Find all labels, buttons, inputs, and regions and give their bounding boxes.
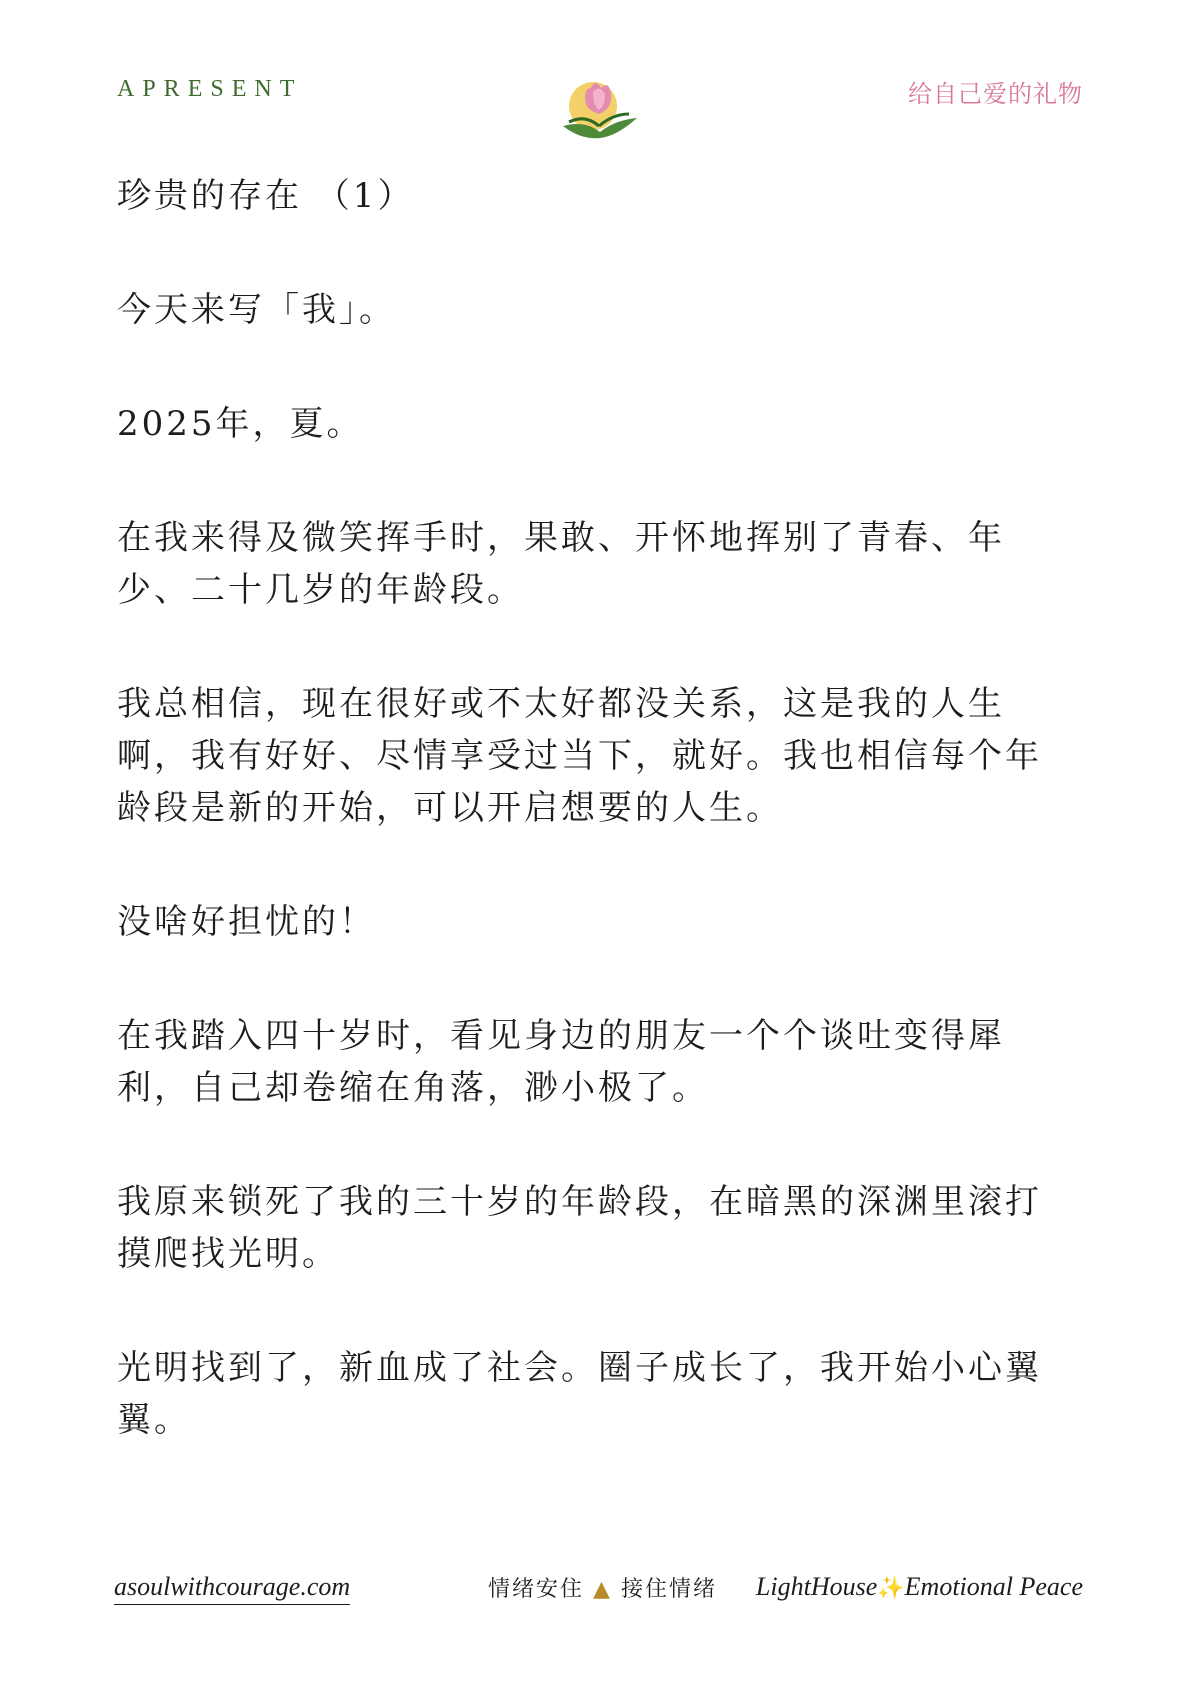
sparkle-icon: ✨ — [877, 1575, 905, 1600]
paragraph: 光明找到了，新血成了社会。圈子成长了，我开始小心翼翼。 — [117, 1348, 1042, 1440]
article-title: 珍贵的存在 （1） — [117, 176, 415, 216]
footer-brand — [756, 1572, 1083, 1602]
paragraph: 我原来锁死了我的三十岁的年龄段，在暗黑的深渊里滚打摸爬找光明。 — [117, 1182, 1042, 1274]
motto-left: 情绪安住 — [488, 1577, 585, 1602]
paragraph: 2025年，夏。 — [117, 404, 364, 444]
brand-left: LightHouse — [755, 1572, 878, 1601]
article — [117, 170, 1077, 1508]
footer-motto — [488, 1572, 717, 1603]
lighthouse-icon: ▲ — [593, 1577, 612, 1602]
paragraph: 我总相信，现在很好或不太好都没关系，这是我的人生啊，我有好好、尽情享受过当下，就好。我也相信每个年龄段是新的开始，可以开启想要的人生。 — [117, 684, 1042, 828]
website-link[interactable]: asoulwithcourage.com — [114, 1572, 350, 1605]
tagline: 给自己爱的礼物 — [908, 80, 1083, 108]
brand-right: Emotional Peace — [904, 1572, 1083, 1601]
paragraph: 今天来写「我」。 — [117, 290, 396, 330]
page-footer — [0, 1560, 1190, 1620]
page-header — [0, 0, 1190, 150]
paragraph: 在我踏入四十岁时，看见身边的朋友一个个谈吐变得犀利，自己却卷缩在角落，渺小极了。 — [117, 1016, 1005, 1108]
brand-name: APRESENT — [117, 76, 303, 102]
paragraph: 在我来得及微笑挥手时，果敢、开怀地挥别了青春、年少、二十几岁的年龄段。 — [117, 518, 1005, 610]
lotus-logo-icon — [555, 70, 645, 150]
paragraph: 没啥好担忧的！ — [117, 902, 376, 942]
motto-right: 接住情绪 — [620, 1577, 717, 1602]
